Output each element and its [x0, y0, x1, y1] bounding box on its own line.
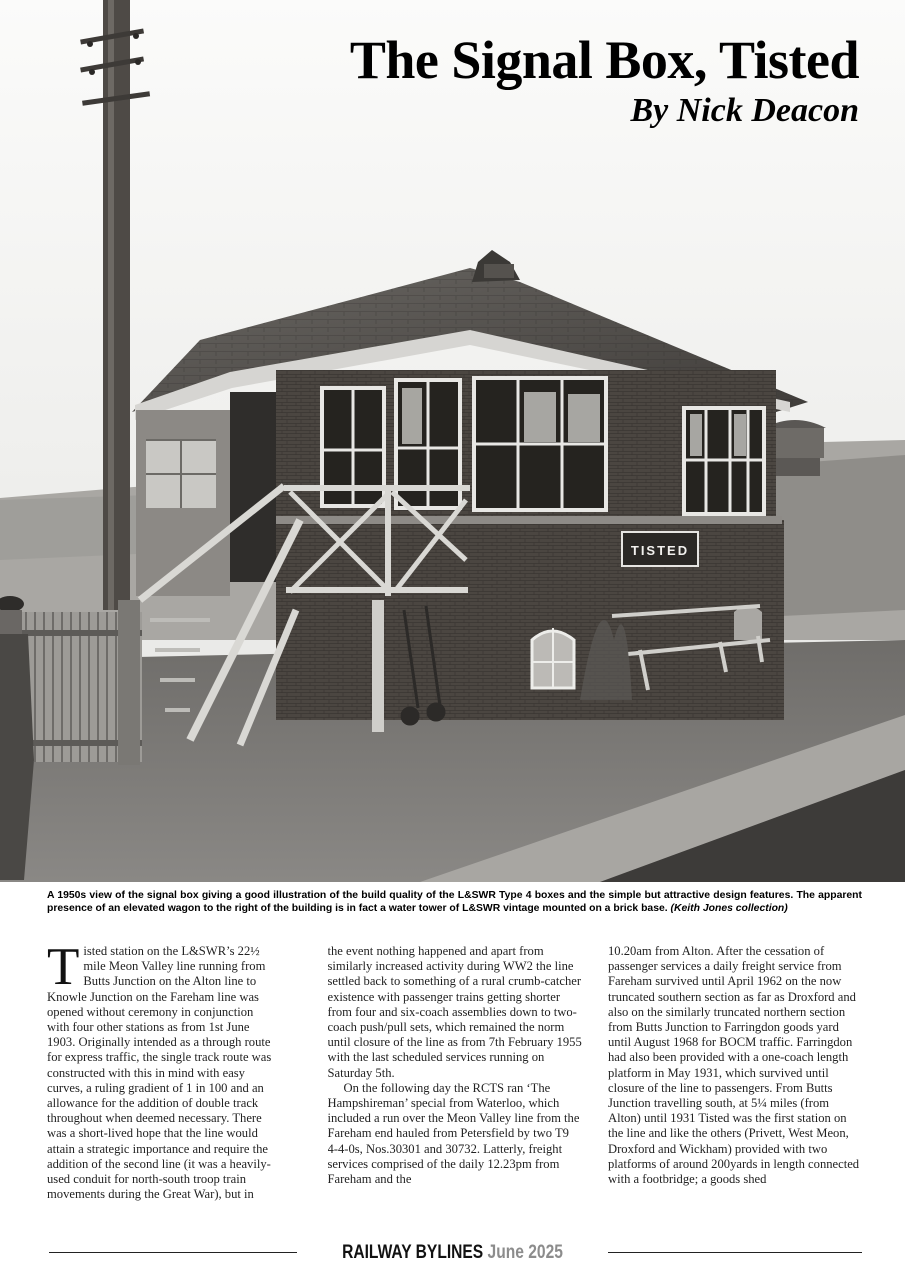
text-line: throughout when deemed necessary. There: [47, 1111, 262, 1126]
photo-caption: [47, 889, 862, 915]
column-1: [47, 944, 302, 1232]
header: [350, 30, 859, 130]
column-3: [608, 944, 863, 1232]
page-title: The Signal Box, Tisted: [349, 30, 859, 90]
text-line: attain a strategic importance and require the: [47, 1141, 268, 1156]
issue-date: June 2025: [487, 1242, 563, 1263]
paling-fence: [14, 600, 142, 765]
text-line: mile Meon Valley line running from: [83, 959, 266, 974]
article-body: [47, 944, 863, 1232]
text-line: isted station on the L&SWR’s 22½: [83, 944, 260, 958]
nameboard-sign: [622, 532, 698, 566]
text-line: allowance for the addition of double track: [47, 1096, 259, 1111]
paragraph: On the following day the RCTS ran ‘The Hampshireman’ special from Waterloo, which included a run over the Meon Valley line from the Fareham end hauled from Petersfield by two T9 4-4-0s, Nos.30301 and 30732. Latterly, freight services comprised of the daily 12.23pm from Fareham and the: [327, 1080, 580, 1187]
footer: [81, 1242, 823, 1264]
text-line: movements during the Great War), but in: [47, 1187, 254, 1202]
drop-cap: T: [47, 944, 80, 996]
text-line: addition of the second line (it was a heavily-: [47, 1156, 271, 1171]
text-line: opened without ceremony in conjunction: [47, 1004, 254, 1019]
column-1-text: [47, 944, 302, 1202]
text-line: Knowle Junction on the Fareham line was: [47, 989, 259, 1004]
doorway: [230, 392, 278, 582]
text-line: 1903. Originally intended as a through route: [47, 1035, 271, 1050]
svg-text:TISTED: TISTED: [630, 543, 690, 558]
text-line: for express traffic, the single track route was: [47, 1050, 272, 1065]
text-line: with four other stations as from 1st June: [47, 1020, 250, 1035]
caption-credit: (Keith Jones collection): [670, 903, 788, 914]
text-line: used conduit for north-south troop train: [47, 1172, 247, 1187]
paragraph: 10.20am from Alton. After the cessation of passenger services a daily freight service from Fareham survived until April 1962 on the now truncated southern section as far as Droxford and also on the similarly truncated northern section from Butts Junction to Farringdon goods yard until August 1968 for BOCM traffic. Farringdon had also been provided with a one-coach length platform in May 1931, which survived until closure of the line to passengers. From Butts Junction travelling south, at 5¼ miles (from Alton) until 1931 Tisted was the first station on the line and like the others (Privett, West Meon, Droxford and Wickham) provided with two platforms of around 200yards in length connected with a footbridge; a goods shed: [608, 944, 860, 1187]
text-line: Butts Junction on the Alton line to: [83, 974, 257, 989]
caption-text: A 1950s view of the signal box giving a good illustration of the build quality of the L&SWR Type 4 boxes and the simple but attractive design features. The apparent presence of an elevated wagon to the right of the building is in fact a water tower of L&SWR vintage mounted on a brick base.: [47, 890, 862, 914]
magazine-name: RAILWAY BYLINES: [342, 1242, 484, 1263]
author-byline: By Nick Deacon: [630, 92, 859, 129]
text-line: constructed with this in mind with easy: [47, 1065, 245, 1080]
text-line: curves, a ruling gradient of 1 in 100 and an: [47, 1080, 264, 1095]
column-2: [328, 944, 583, 1232]
lower-brickwork: [276, 520, 784, 720]
paragraph: the event nothing happened and apart from similarly increased activity during WW2 the line settled back to something of a rural crumb-catcher existence with passenger trains getting shorter from four and six-coach assemblies down to two-coach push/pull sets, which remained the norm until closure of the line as from 7th February 1955 with the last scheduled services running on Saturday 5th.: [327, 944, 582, 1080]
text-line: was a short-lived hope that the line would: [47, 1126, 258, 1141]
